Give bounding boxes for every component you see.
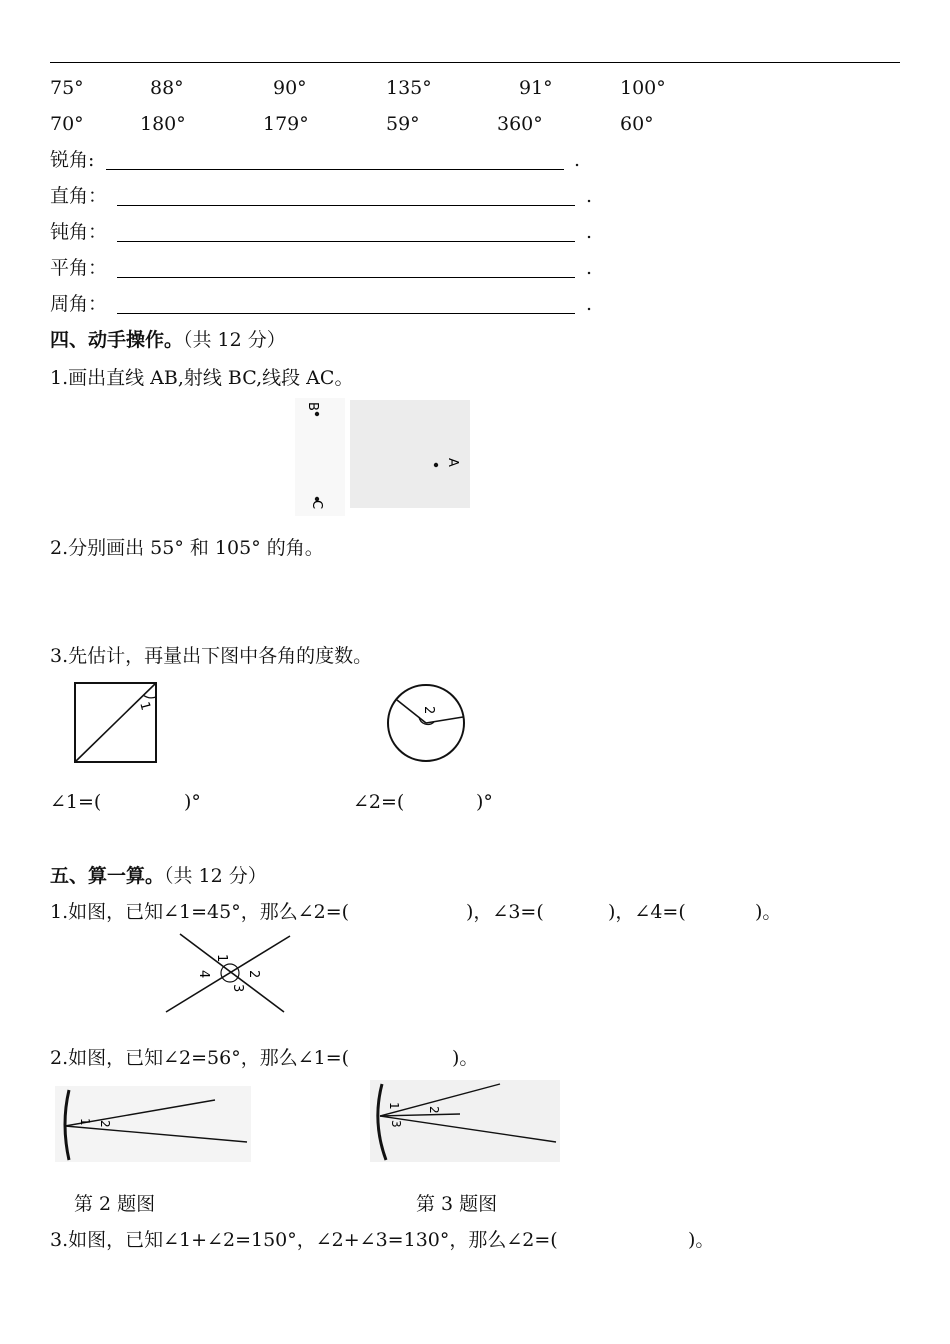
angle-label-4: 4 [196, 970, 211, 979]
points-figure [295, 398, 475, 516]
angle-value: 60° [620, 113, 654, 135]
category-label: 周角： [50, 293, 108, 315]
answer-line[interactable] [117, 313, 575, 314]
section-title: 四、动手操作。 [50, 329, 184, 351]
intersecting-lines-figure [160, 930, 295, 1016]
question-2-figure [55, 1086, 251, 1162]
question-text: )，∠3=( [466, 901, 544, 923]
category-label: 钝角： [50, 221, 108, 243]
scan-shade [295, 398, 345, 516]
angle-label-1: 1 [214, 954, 229, 963]
answer-line[interactable] [117, 241, 575, 242]
category-end: . [586, 185, 593, 207]
angle-label-2: 2 [246, 970, 261, 979]
question-text: )。 [755, 901, 782, 923]
square-figure [70, 678, 162, 768]
angle-label-1: 1 [387, 1102, 401, 1110]
angle-value: 59° [386, 113, 420, 135]
section-score: （共 12 分） [183, 329, 286, 351]
angle-value: 179° [263, 113, 309, 135]
point-b-dot [315, 412, 319, 416]
question-text: 3.如图，已知∠1+∠2=150°，∠2+∠3=130°，那么∠2=( [50, 1229, 558, 1251]
angle-label-1: 1 [78, 1118, 92, 1126]
category-label: 直角： [50, 185, 108, 207]
answer-prefix: ∠2=( [353, 791, 405, 813]
point-a-dot [434, 463, 438, 467]
question-4-2: 2.分别画出 55° 和 105° 的角。 [50, 537, 324, 559]
question-text: )，∠4=( [608, 901, 686, 923]
angle-value: 88° [150, 77, 184, 99]
section-5-heading [50, 864, 267, 888]
answer-suffix: )° [184, 791, 201, 813]
question-text: 2.如图，已知∠2=56°，那么∠1=( [50, 1047, 350, 1069]
section-title: 五、算一算。 [50, 865, 165, 887]
section-4-heading [50, 328, 286, 352]
angle-label-2: 2 [427, 1106, 441, 1114]
answer-suffix: )° [476, 791, 493, 813]
question-text: )。 [452, 1047, 479, 1069]
circle-figure [383, 680, 469, 766]
angle-label-3: 3 [389, 1120, 403, 1128]
top-rule [50, 62, 900, 63]
caption-figure-3: 第 3 题图 [416, 1193, 498, 1215]
category-end: . [586, 257, 593, 279]
point-c-label: C [309, 500, 324, 510]
point-b-label: B [305, 402, 320, 411]
angle-value: 100° [620, 77, 666, 99]
angle-value: 91° [519, 77, 553, 99]
crossing-line [180, 934, 284, 1012]
section-score: （共 12 分） [164, 865, 267, 887]
angle-2-label: 2 [421, 706, 436, 715]
question-4-3: 3.先估计，再量出下图中各角的度数。 [50, 645, 373, 667]
question-text: )。 [688, 1229, 715, 1251]
angle-1-label: 1 [136, 700, 153, 713]
answer-line[interactable] [106, 169, 564, 170]
answer-line[interactable] [117, 205, 575, 206]
angle-value: 75° [50, 77, 84, 99]
angle-value: 90° [273, 77, 307, 99]
angle-value: 180° [140, 113, 186, 135]
point-a-label: A [445, 458, 460, 467]
angle-label-3: 3 [230, 984, 245, 993]
category-end: . [574, 149, 581, 171]
crossing-line [166, 936, 290, 1012]
category-label: 锐角: [50, 149, 95, 171]
angle-value: 360° [497, 113, 543, 135]
answer-line[interactable] [117, 277, 575, 278]
question-text: 1.如图，已知∠1=45°，那么∠2=( [50, 901, 350, 923]
category-label: 平角： [50, 257, 108, 279]
caption-figure-2: 第 2 题图 [74, 1193, 156, 1215]
angle-label-2: 2 [98, 1120, 112, 1128]
category-end: . [586, 293, 593, 315]
scan-shade [350, 400, 470, 508]
angle-value: 135° [386, 77, 432, 99]
angle-value: 70° [50, 113, 84, 135]
category-end: . [586, 221, 593, 243]
question-3-figure [370, 1080, 560, 1162]
answer-prefix: ∠1=( [50, 791, 102, 813]
question-4-1: 1.画出直线 AB,射线 BC,线段 AC。 [50, 367, 354, 389]
